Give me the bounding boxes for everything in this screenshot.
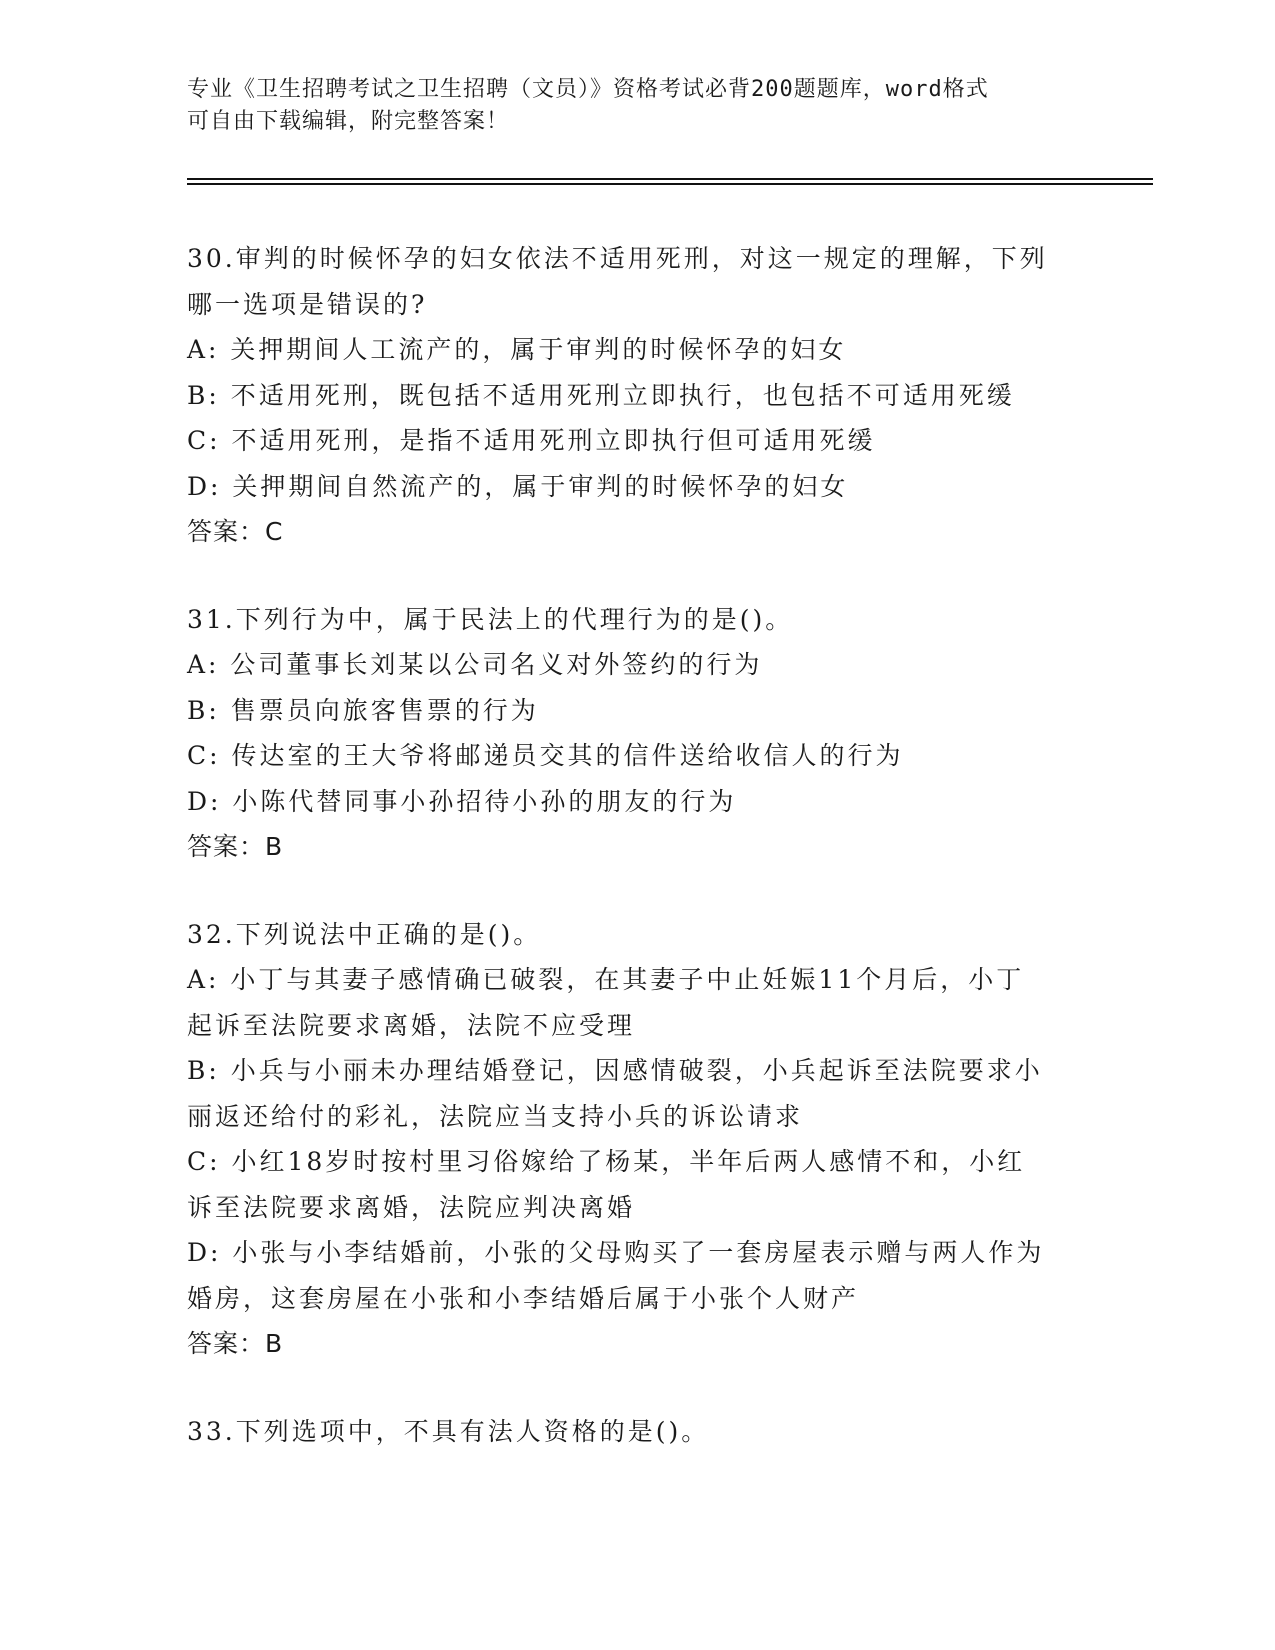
question-stem-line: 31.下列行为中，属于民法上的代理行为的是()。 <box>187 604 794 634</box>
option-b <box>187 688 1087 734</box>
option-text-line: A: 公司董事长刘某以公司名义对外签约的行为 <box>187 650 763 679</box>
option-d <box>187 1230 1087 1321</box>
option-text-line: D: 关押期间自然流产的，属于审判的时候怀孕的妇女 <box>187 471 849 501</box>
option-a <box>187 642 1087 688</box>
option-c <box>187 418 1087 464</box>
option-a <box>187 957 1087 1048</box>
option-text-line: C: 小红18岁时按村里习俗嫁给了杨某，半年后两人感情不和，小红 <box>187 1147 1026 1176</box>
option-c <box>187 733 1087 779</box>
question-stem-line: 30.审判的时候怀孕的妇女依法不适用死刑，对这一规定的理解，下列 <box>187 244 1048 273</box>
question-block <box>187 1409 1087 1455</box>
header-divider-top <box>187 178 1153 180</box>
option-a <box>187 327 1087 373</box>
option-text-line: C: 不适用死刑，是指不适用死刑立即执行但可适用死缓 <box>187 426 876 455</box>
option-text-line: B: 售票员向旅客售票的行为 <box>187 695 539 725</box>
option-text-line: B: 小兵与小丽未办理结婚登记，因感情破裂，小兵起诉至法院要求小 <box>187 1056 1043 1085</box>
option-c <box>187 1139 1087 1230</box>
option-text-line: A: 关押期间人工流产的，属于审判的时候怀孕的妇女 <box>187 335 847 364</box>
option-text-line: 丽返还给付的彩礼，法院应当支持小兵的诉讼请求 <box>187 1101 804 1131</box>
header-line-1: 专业《卫生招聘考试之卫生招聘（文员）》资格考试必背200题题库，word格式 <box>187 77 989 102</box>
answer-label: 答案：B <box>187 832 284 861</box>
option-text-line: 起诉至法院要求离婚，法院不应受理 <box>187 1010 636 1040</box>
option-d <box>187 464 1087 510</box>
header-divider-bottom <box>187 183 1153 185</box>
option-text-line: D: 小张与小李结婚前，小张的父母购买了一套房屋表示赠与两人作为 <box>187 1238 1045 1267</box>
option-text-line: B: 不适用死刑，既包括不适用死刑立即执行，也包括不可适用死缓 <box>187 380 1015 410</box>
option-d <box>187 779 1087 825</box>
question-stem-line: 33.下列选项中，不具有法人资格的是()。 <box>187 1416 710 1446</box>
answer-label: 答案：B <box>187 1329 284 1358</box>
option-b <box>187 373 1087 419</box>
question-list <box>187 236 1087 1496</box>
document-header <box>187 74 1087 138</box>
question-block <box>187 912 1087 1367</box>
option-text-line: 婚房，这套房屋在小张和小李结婚后属于小张个人财产 <box>187 1283 860 1313</box>
header-line-2: 可自由下载编辑，附完整答案！ <box>187 109 510 134</box>
answer-label: 答案：C <box>187 517 284 546</box>
question-block <box>187 236 1087 555</box>
option-b <box>187 1048 1087 1139</box>
question-stem-line: 32.下列说法中正确的是()。 <box>187 919 542 949</box>
option-text-line: D: 小陈代替同事小孙招待小孙的朋友的行为 <box>187 786 737 816</box>
question-block <box>187 597 1087 870</box>
option-text-line: C: 传达室的王大爷将邮递员交其的信件送给收信人的行为 <box>187 741 904 770</box>
question-stem-line: 哪一选项是错误的? <box>187 289 428 319</box>
option-text-line: 诉至法院要求离婚，法院应判决离婚 <box>187 1192 636 1222</box>
option-text-line: A: 小丁与其妻子感情确已破裂，在其妻子中止妊娠11个月后，小丁 <box>187 965 1025 994</box>
